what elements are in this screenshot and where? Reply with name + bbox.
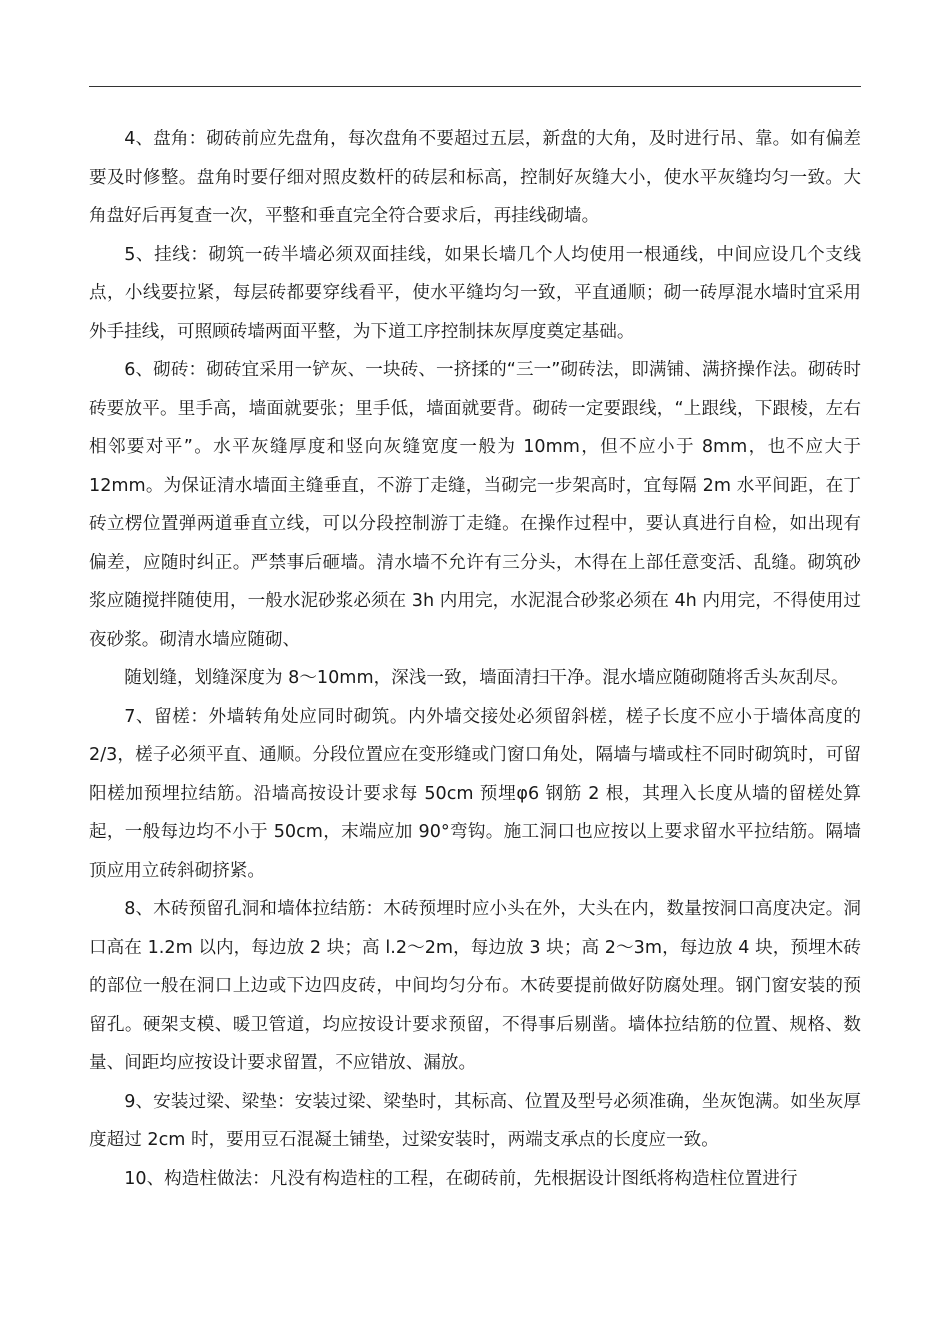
paragraph-toothing: 7、留槎：外墙转角处应同时砌筑。内外墙交接处必须留斜槎，槎子长度不应小于墙体高度的 2/3，槎子必须平直、通顺。分段位置应在变形缝或门窗口角处，隔墙与墙或柱不同时砌筑时，可留阳槎加预埋拉结筋。沿墙高按设计要求每 50cm 预埋φ6 钢筋 2 根，其理入长度从墙的留槎处算起，一般每边均不小于 50cm，末端应加 90°弯钩。施工洞口也应按以上要求留水平拉结筋。隔墙顶应用立砖斜砌挤紧。: [89, 706, 861, 881]
paragraph-corner-laying: 4、盘角：砌砖前应先盘角，每次盘角不要超过五层，新盘的大角，及时进行吊、靠。如有偏差要及时修整。盘角时要仔细对照皮数杆的砖层和标高，控制好灰缝大小，使水平灰缝均匀一致。大角盘好后再复查一次，平整和垂直完全符合要求后，再挂线砌墙。: [89, 129, 861, 226]
header-rule: [89, 86, 861, 87]
paragraph-line-hanging: 5、挂线：砌筑一砖半墙必须双面挂线，如果长墙几个人均使用一根通线，中间应设几个支线点，小线要拉紧，每层砖都要穿线看平，使水平缝均匀一致，平直通顺；砌一砖厚混水墙时宜采用外手挂线，可照顾砖墙两面平整，为下道工序控制抹灰厚度奠定基础。: [89, 244, 861, 342]
paragraph-structural-columns: 10、构造柱做法：凡没有构造柱的工程，在砌砖前，先根据设计图纸将构造柱位置进行: [124, 1168, 798, 1189]
paragraph-brick-laying: 6、砌砖：砌砖宜采用一铲灰、一块砖、一挤揉的“三一”砌砖法，即满铺、满挤操作法。砌砖时砖要放平。里手高，墙面就要张；里手低，墙面就要背。砌砖一定要跟线，“上跟线，下跟棱，左右相邻要对平”。水平灰缝厚度和竖向灰缝宽度一般为 10mm，但不应小于 8mm，也不应大于 12mm。为保证清水墙面主缝垂直，不游丁走缝，当砌完一步架高时，宜每隔 2m 水平间距，在丁砖立楞位置弹两道垂直立线，可以分段控制游丁走缝。在操作过程中，要认真进行自检，如出现有偏差，应随时纠正。严禁事后砸墙。清水墙不允许有三分头，木得在上部任意变活、乱缝。砌筑砂浆应随搅拌随使用，一般水泥砂浆必须在 3h 内用完，水泥混合砂浆必须在 4h 内用完，不得使用过夜砂浆。砌清水墙应随砌、: [89, 360, 861, 650]
document-body: [89, 120, 861, 1198]
paragraph-wood-blocks-and-ties: 8、木砖预留孔洞和墙体拉结筋：木砖预埋时应小头在外，大头在内，数量按洞口高度决定。洞口高在 1.2m 以内，每边放 2 块；高 l.2～2m，每边放 3 块；高 2～3m，每边放 4 块，预埋木砖的部位一般在洞口上边或下边四皮砖，中间均匀分布。木砖要提前做好防腐处理。钢门窗安装的预留孔。硬架支模、暖卫管道，均应按设计要求预留，不得事后剔凿。墙体拉结筋的位置、规格、数量、间距均应按设计要求留置，不应错放、漏放。: [89, 899, 861, 1073]
paragraph-joint-striking: 随划缝，划缝深度为 8～10mm，深浅一致，墙面清扫干净。混水墙应随砌随将舌头灰刮尽。: [124, 668, 849, 688]
paragraph-lintels: 9、安装过梁、梁垫：安装过梁、梁垫时，其标高、位置及型号必须准确，坐灰饱满。如坐灰厚度超过 2cm 时，要用豆石混凝土铺垫，过梁安装时，两端支承点的长度应一致。: [89, 1091, 861, 1150]
